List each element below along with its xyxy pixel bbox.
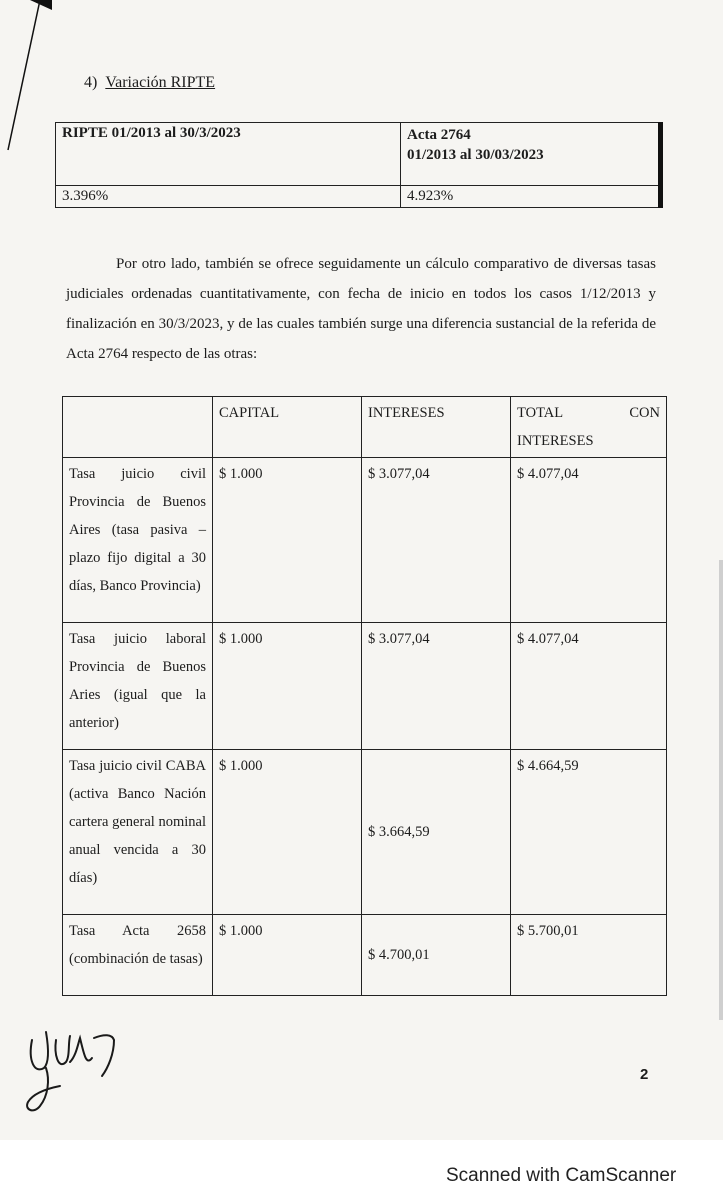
rate-capital: $ 1.000 [213,915,362,996]
table-header-row [63,397,667,458]
camscanner-watermark: Scanned with CamScanner [446,1165,677,1186]
rate-label: Tasa juicio laboral Provincia de Buenos Aries (igual que la anterior) [63,623,213,750]
rate-total: $ 4.664,59 [511,750,667,915]
rate-total: $ 5.700,01 [511,915,667,996]
table-row [63,915,667,996]
header-intereses-word: INTERESES [517,433,594,449]
section-title: Variación RIPTE [105,74,216,91]
rate-total: $ 4.077,04 [511,458,667,623]
rate-intereses: $ 3.077,04 [362,458,511,623]
header-capital: CAPITAL [213,397,362,458]
rate-capital: $ 1.000 [213,623,362,750]
handwritten-signature [10,1010,130,1120]
rate-total: $ 4.077,04 [511,623,667,750]
header-empty-cell [63,397,213,458]
table-row [63,623,667,750]
ripte-header-right-line1: Acta 2764 [407,127,471,143]
body-paragraph: Por otro lado, también se ofrece seguidamente un cálculo comparativo de diversas tasas judiciales ordenadas cuantitativamente, con fecha de inicio en todos los casos 1/12/2013 y finalización en 30/3/2023, y de las cuales también surge una diferencia sustancial de la referida de Acta 2764 respecto de las otras: [66,256,656,362]
table-row [63,458,667,623]
ripte-value-left: 3.396% [56,186,401,208]
ripte-table [55,122,663,208]
header-con-word: CON [629,405,660,421]
rate-capital: $ 1.000 [213,750,362,915]
page-edge-line [0,0,60,160]
rate-label: Tasa Acta 2658 (combinación de tasas) [63,915,213,996]
table-row [63,750,667,915]
right-edge-shadow [719,560,723,1020]
ripte-header-left: RIPTE 01/2013 al 30/3/2023 [56,123,401,186]
rate-label: Tasa juicio civil CABA (activa Banco Nación cartera general nominal anual vencida a 30 días) [63,750,213,915]
header-intereses: INTERESES [362,397,511,458]
ripte-value-right: 4.923% [401,186,661,208]
section-heading [84,74,215,92]
rate-intereses: $ 4.700,01 [362,915,511,996]
rate-intereses: $ 3.077,04 [362,623,511,750]
rates-table [62,396,667,996]
header-total [511,397,667,458]
header-total-word: TOTAL [517,405,564,421]
rate-label: Tasa juicio civil Provincia de Buenos Aires (tasa pasiva – plazo fijo digital a 30 días, Banco Provincia) [63,458,213,623]
ripte-header-right-line2: 01/2013 al 30/03/2023 [407,147,544,163]
page-number: 2 [640,1066,649,1083]
rate-capital: $ 1.000 [213,458,362,623]
rate-intereses: $ 3.664,59 [362,750,511,915]
ripte-header-right [401,123,661,186]
section-number: 4) [84,74,98,91]
